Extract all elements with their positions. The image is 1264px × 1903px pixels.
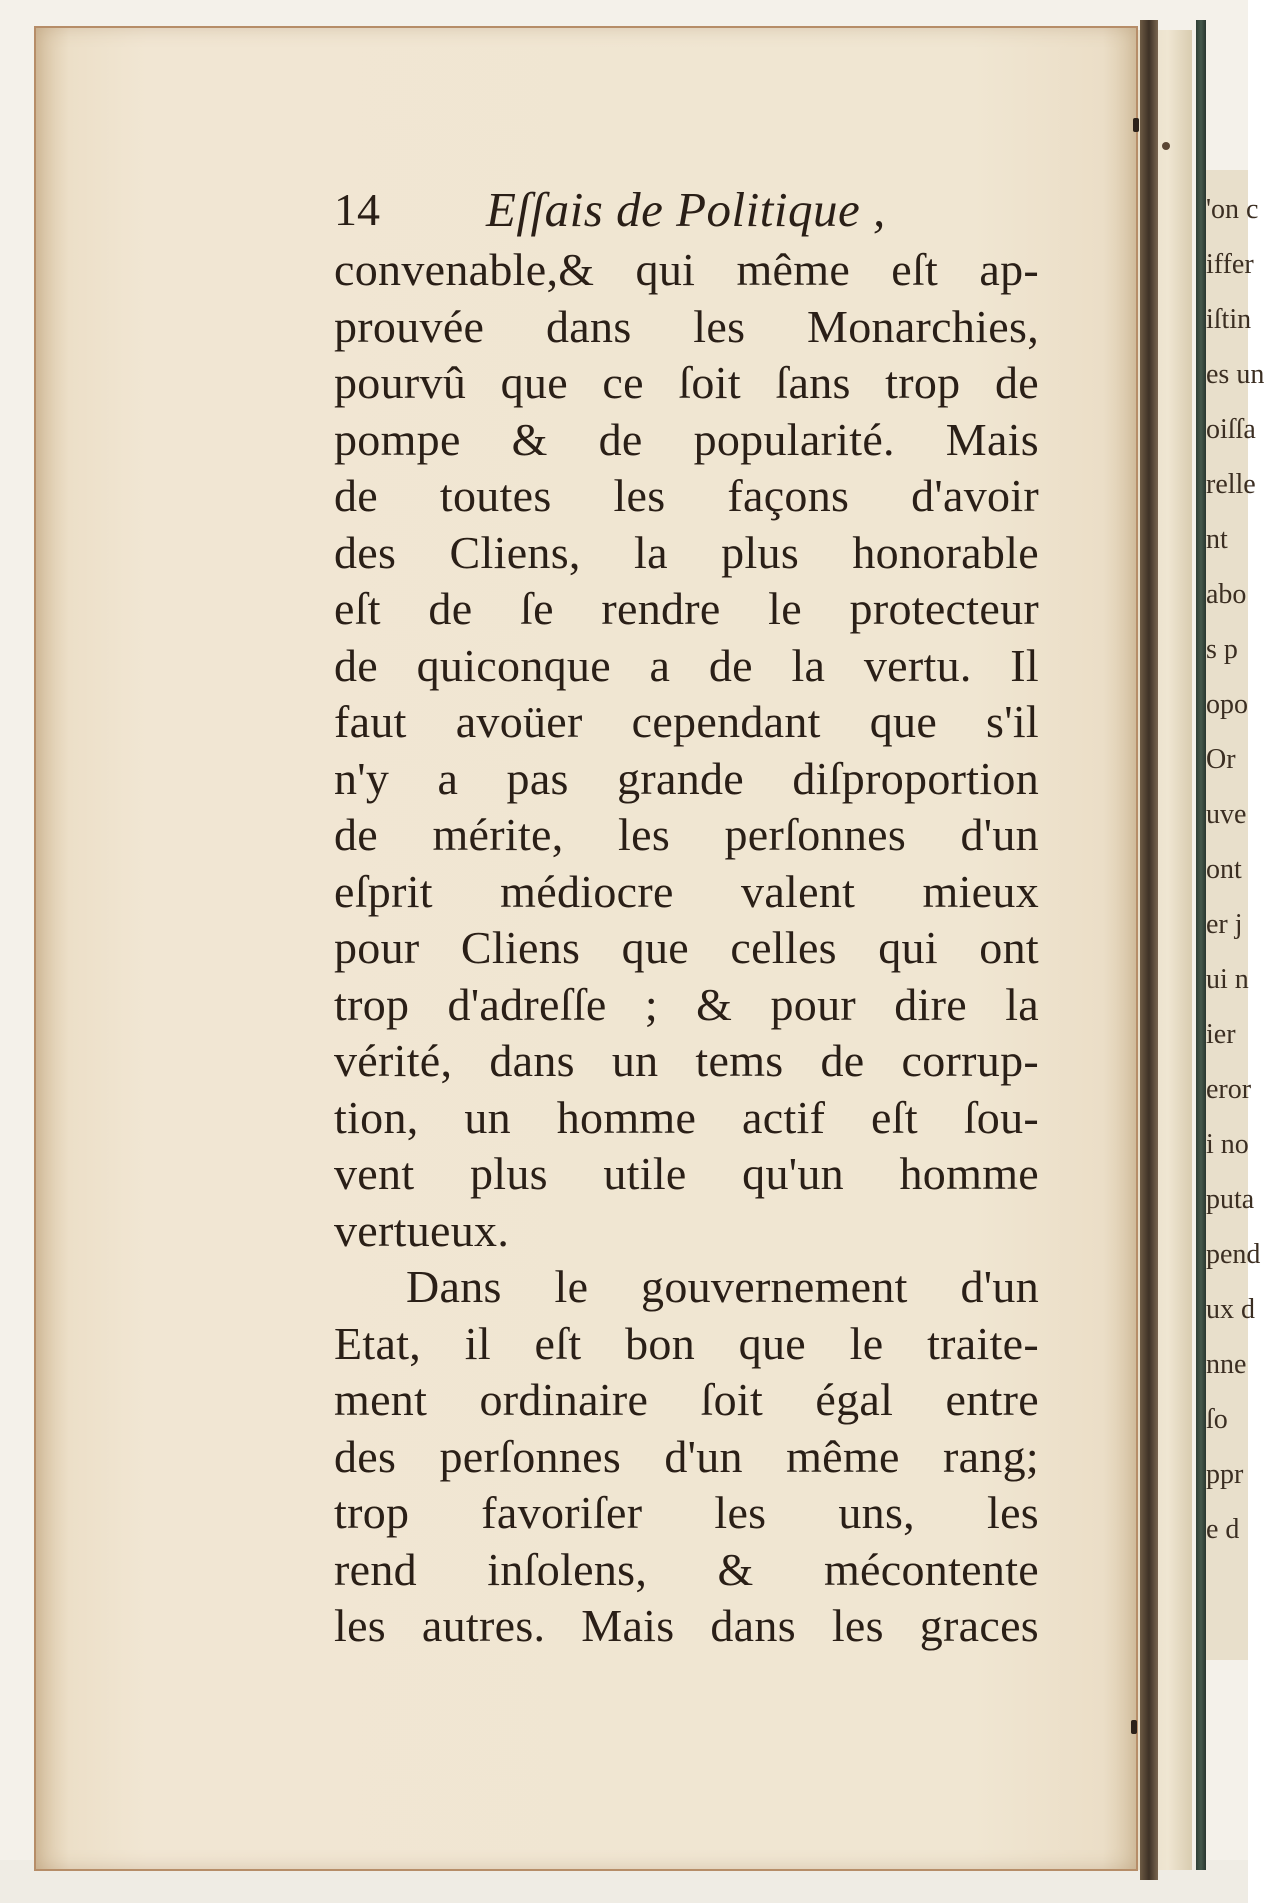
text-line: trop favoriſer les uns, les xyxy=(334,1487,1039,1538)
next-page-line: eror xyxy=(1206,1074,1252,1105)
next-page-line: ui n xyxy=(1206,964,1249,995)
text-line: pourvû que ce ſoit ſans trop de xyxy=(334,357,1039,408)
text-line: ment ordinaire ſoit égal entre xyxy=(334,1374,1039,1425)
text-line: de quiconque a de la vertu. Il xyxy=(334,639,1039,691)
running-title: Eſſais de Politique , xyxy=(486,182,886,237)
text-line: trop d'adreſſe ; & pour dire la xyxy=(334,978,1039,1030)
next-page-line: Or xyxy=(1206,744,1236,775)
text-line: eſt de ſe rendre le protecteur xyxy=(334,583,1039,634)
text-line: pour Cliens que celles qui ont xyxy=(334,922,1039,973)
text-line: Etat, il eſt bon que le traite- xyxy=(334,1317,1039,1369)
next-page-line: 'on c xyxy=(1206,194,1259,225)
next-page-line: es un xyxy=(1206,359,1264,390)
text-line: prouvée dans les Monarchies, xyxy=(334,300,1039,352)
text-line: de mérite, les perſonnes d'un xyxy=(334,809,1039,860)
text-line: eſprit médiocre valent mieux xyxy=(334,865,1039,917)
next-page-line: relle xyxy=(1206,469,1256,500)
paragraph-start-line: Dans le gouvernement d'un xyxy=(406,1261,1039,1312)
next-page-line: uve xyxy=(1206,799,1247,830)
next-page-line: ux d xyxy=(1206,1294,1255,1325)
text-line: des Cliens, la plus honorable xyxy=(334,526,1039,578)
text-line: vertueux. xyxy=(334,1204,510,1256)
page-edge-mark xyxy=(1133,118,1139,132)
next-page-line: opo xyxy=(1206,689,1248,720)
next-page-line: er j xyxy=(1206,909,1243,940)
next-page-line: ppr xyxy=(1206,1459,1244,1490)
binding-strip xyxy=(1196,20,1206,1870)
next-page-line: pend xyxy=(1206,1239,1261,1270)
next-page-line: abo xyxy=(1206,579,1247,610)
page-text-block xyxy=(334,178,1039,1655)
text-line: vent plus utile qu'un homme xyxy=(334,1148,1039,1199)
page-edge-mark xyxy=(1131,1720,1137,1734)
next-page-line: ont xyxy=(1206,854,1242,885)
text-line: pompe & de popularité. Mais xyxy=(334,413,1039,465)
text-line: n'y a pas grande diſproportion xyxy=(334,752,1039,804)
binding-hole xyxy=(1162,142,1170,150)
next-page-line: iffer xyxy=(1206,249,1254,280)
running-header xyxy=(334,178,1039,242)
next-page-line: puta xyxy=(1206,1184,1255,1215)
next-page-line: e d xyxy=(1206,1514,1240,1545)
text-line: rend inſolens, & mécontente xyxy=(334,1543,1039,1595)
next-page-line: iſtin xyxy=(1206,304,1252,335)
text-line: tion, un homme actif eſt ſou- xyxy=(334,1091,1039,1143)
page-number: 14 xyxy=(334,184,380,235)
text-line: des perſonnes d'un même rang; xyxy=(334,1430,1039,1482)
next-page-line: nne xyxy=(1206,1349,1247,1380)
next-page-line: oiſſa xyxy=(1206,414,1256,445)
text-line: de toutes les façons d'avoir xyxy=(334,470,1039,521)
next-page-line: ier xyxy=(1206,1019,1236,1050)
next-page-line: nt xyxy=(1206,524,1228,555)
text-line: les autres. Mais dans les graces xyxy=(334,1600,1039,1651)
text-line: vérité, dans un tems de corrup- xyxy=(334,1035,1039,1086)
next-page-fragment xyxy=(1206,170,1264,1660)
next-page-line: ſo xyxy=(1206,1404,1228,1435)
next-page-line: s p xyxy=(1206,634,1238,665)
page-gutter-shadow xyxy=(1140,20,1158,1880)
next-page-line: i no xyxy=(1206,1129,1249,1160)
text-line: faut avoüer cependant que s'il xyxy=(334,696,1039,747)
text-line: convenable,& qui même eſt ap- xyxy=(334,244,1039,295)
